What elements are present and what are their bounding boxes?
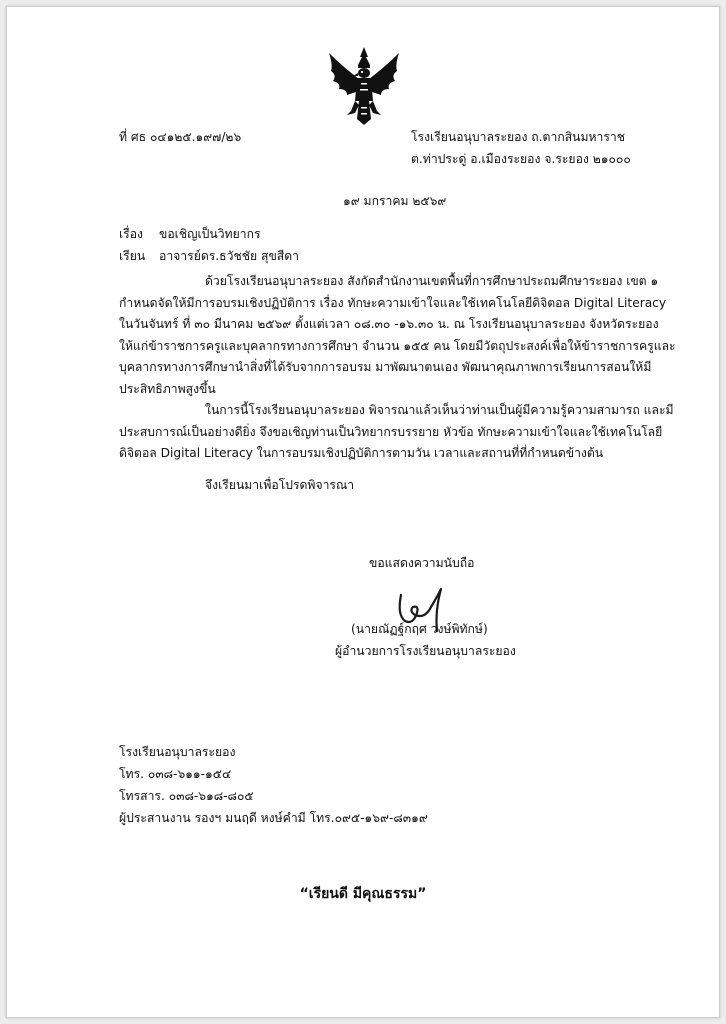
subject-label: เรื่อง — [119, 227, 143, 241]
body-line: ดิจิตอล Digital Literacy ในการอบรมเชิงปฏิบัติการตามวัน เวลาและสถานที่ที่กำหนดข้างต้น — [119, 446, 604, 460]
contact-fax: โทรสาร. ๐๓๘-๖๑๘-๘๐๕ — [119, 789, 254, 803]
contact-org: โรงเรียนอนุบาลระยอง — [119, 745, 236, 759]
garuda-emblem-icon — [325, 45, 403, 127]
document-number: ที่ ศธ ๐๔๑๒๕.๑๙๗/๒๖ — [119, 130, 242, 144]
school-motto: “เรียนดี มีคุณธรรม” — [299, 886, 427, 902]
letter-body — [119, 271, 676, 496]
subject-text: ขอเชิญเป็นวิทยากร — [159, 227, 261, 241]
body-line: ด้วยโรงเรียนอนุบาลระยอง สังกัดสำนักงานเขตพื้นที่การศึกษาประถมศึกษาระยอง เขต ๑ — [205, 274, 659, 288]
body-line: ในวันจันทร์ ที่ ๓๐ มีนาคม ๒๕๖๙ ตั้งแต่เวลา ๐๘.๓๐ -๑๖.๓๐ น. ณ โรงเรียนอนุบาลระยอง จังหวัดระยอง — [119, 317, 659, 331]
closing-salutation: ขอแสดงความนับถือ — [369, 556, 475, 570]
body-line: กำหนดจัดให้มีการอบรมเชิงปฏิบัติการ เรื่อง ทักษะความเข้าใจและใช้เทคโนโลยีดิจิตอล Digital Literacy — [119, 295, 667, 310]
letter-date: ๑๙ มกราคม ๒๕๖๙ — [343, 194, 447, 208]
closing-request: จึงเรียนมาเพื่อโปรดพิจารณา — [205, 477, 355, 492]
school-address-line-1: โรงเรียนอนุบาลระยอง ถ.ตากสินมหาราช — [411, 130, 626, 144]
subject-line — [119, 226, 261, 243]
body-line: ประสบการณ์เป็นอย่างดียิ่ง จึงขอเชิญท่านเป็นวิทยากรบรรยาย หัวข้อ ทักษะความเข้าใจและใช้เทคโนโลยี — [119, 424, 663, 439]
recipient-line — [119, 248, 299, 265]
contact-tel: โทร. ๐๓๘-๖๑๑-๑๕๔ — [119, 767, 232, 781]
body-line: บุคลากรทางการศึกษานำสิ่งที่ได้รับจากการอบรม มาพัฒนาตนเอง พัฒนาคุณภาพการเรียนการสอนให้มี — [119, 360, 652, 374]
body-line: ในการนี้โรงเรียนอนุบาลระยอง พิจารณาแล้วเห็นว่าท่านเป็นผู้มีความรู้ความสามารถ และมี — [205, 403, 674, 417]
school-address-line-2: ต.ท่าประดู่ อ.เมืองระยอง จ.ระยอง ๒๑๐๐๐ — [411, 152, 631, 166]
recipient-text: อาจารย์ดร.ธวัชชัย สุขสีดา — [159, 249, 299, 263]
contact-coordinator: ผู้ประสานงาน รองฯ มนฤดี หงษ์คำมี โทร.๐๙๕-๑๖๙-๘๓๑๙ — [119, 811, 428, 825]
signer-name: (นายณัฏฐ์กฤศ วงษ์พิทักษ์) — [351, 622, 488, 636]
signer-position: ผู้อำนวยการโรงเรียนอนุบาลระยอง — [335, 644, 516, 658]
body-line: ให้แก่ข้าราชการครูและบุคลากรทางการศึกษา จำนวน ๑๕๕ คน โดยมีวัตถุประสงค์เพื่อให้ข้าราชการครูและ — [119, 338, 676, 353]
recipient-label: เรียน — [119, 249, 146, 263]
body-line: ประสิทธิภาพสูงขึ้น — [119, 381, 216, 396]
letter-page — [6, 6, 720, 1018]
contact-block — [119, 741, 428, 829]
